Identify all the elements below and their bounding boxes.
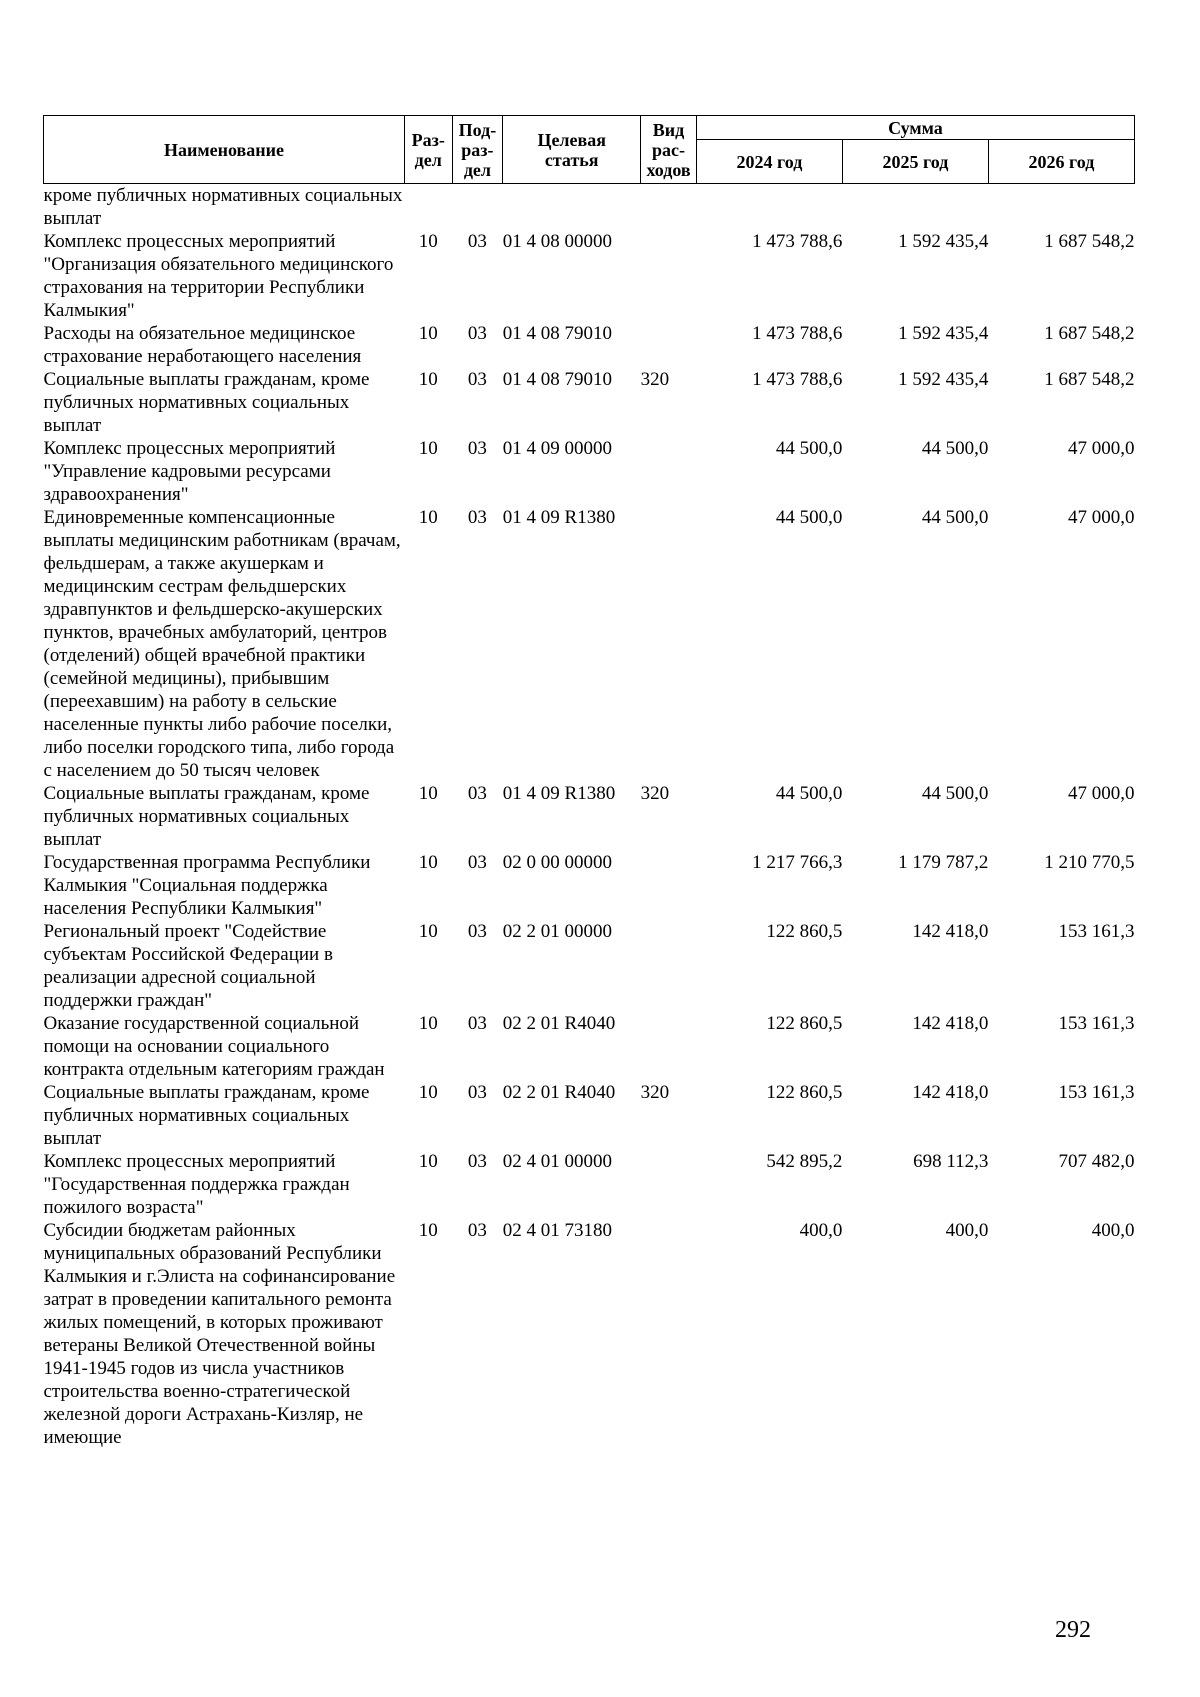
header-vid: Вид рас- ходов <box>641 116 697 184</box>
row-expense-type <box>641 1150 697 1219</box>
row-amount-2025: 142 418,0 <box>912 921 989 942</box>
row-amount-2026: 1 687 548,2 <box>1044 369 1135 390</box>
row-razdel: 10 <box>418 507 438 528</box>
table-row <box>44 1150 1135 1219</box>
table-row <box>44 368 1135 437</box>
row-podrazdel: 03 <box>467 1151 487 1172</box>
row-razdel: 10 <box>418 1082 438 1103</box>
row-name: Субсидии бюджетам районных муниципальных образований Республики Калмыкия и г.Элиста на софинансирование затрат в проведении капитального ремонта жилых помещений, в которых проживают ветераны Великой Отечественной войны 1941-1945 годов из числа участников строительства военно-стратегической железной дороги Астрахань-Кизляр, не имеющие <box>43 1220 396 1448</box>
row-name: кроме публичных нормативных социальных выплат <box>43 185 403 229</box>
row-amount-2026: 47 000,0 <box>1068 783 1135 804</box>
row-amount-2026: 707 482,0 <box>1058 1151 1135 1172</box>
row-razdel: 10 <box>418 783 438 804</box>
row-amount-2025: 1 179 787,2 <box>898 852 989 873</box>
row-target-code: 01 4 09 R1380 <box>502 783 616 804</box>
row-amount-2026: 153 161,3 <box>1058 1013 1135 1034</box>
row-amount-2026: 153 161,3 <box>1058 1082 1135 1103</box>
budget-table <box>43 115 1135 1449</box>
row-target-code: 02 2 01 R4040 <box>502 1082 616 1103</box>
row-podrazdel: 03 <box>467 231 487 252</box>
row-amount-2025: 142 418,0 <box>912 1013 989 1034</box>
row-target-code: 02 2 01 R4040 <box>502 1013 616 1034</box>
row-podrazdel: 03 <box>467 1013 487 1034</box>
row-razdel: 10 <box>418 1013 438 1034</box>
row-amount-2024: 122 860,5 <box>766 1013 843 1034</box>
row-razdel: 10 <box>418 438 438 459</box>
row-razdel: 10 <box>418 921 438 942</box>
header-target: Целевая статья <box>503 116 641 184</box>
row-expense-type: 320 <box>640 369 670 390</box>
row-expense-type: 320 <box>640 783 670 804</box>
table-row <box>44 184 1135 231</box>
header-name: Наименование <box>44 116 405 184</box>
row-amount-2024: 122 860,5 <box>766 921 843 942</box>
table-row <box>44 1081 1135 1150</box>
row-amount-2026: 1 687 548,2 <box>1044 231 1135 252</box>
row-target-code: 02 0 00 00000 <box>502 852 613 873</box>
table-row <box>44 782 1135 851</box>
row-razdel <box>404 184 452 231</box>
row-amount-2024: 1 473 788,6 <box>752 231 843 252</box>
row-amount-2024: 1 217 766,3 <box>752 852 843 873</box>
row-expense-type <box>641 230 697 322</box>
row-podrazdel: 03 <box>467 1082 487 1103</box>
table-row <box>44 920 1135 1012</box>
row-name: Комплекс процессных мероприятий "Управление кадровыми ресурсами здравоохранения" <box>43 438 336 505</box>
row-target-code: 02 4 01 00000 <box>502 1151 613 1172</box>
row-podrazdel: 03 <box>467 1220 487 1241</box>
row-name: Социальные выплаты гражданам, кроме публичных нормативных социальных выплат <box>43 783 370 850</box>
header-2025: 2025 год <box>842 140 988 184</box>
row-amount-2025: 44 500,0 <box>921 438 989 459</box>
header-razdel: Раз- дел <box>404 116 452 184</box>
row-amount-2025: 44 500,0 <box>921 507 989 528</box>
row-expense-type <box>641 322 697 368</box>
row-amount-2025: 1 592 435,4 <box>898 231 989 252</box>
row-amount-2026: 47 000,0 <box>1068 438 1135 459</box>
row-amount-2024: 1 473 788,6 <box>752 323 843 344</box>
row-expense-type <box>641 1012 697 1081</box>
row-amount-2025: 1 592 435,4 <box>898 369 989 390</box>
table-row <box>44 1012 1135 1081</box>
row-expense-type <box>641 437 697 506</box>
table-row <box>44 851 1135 920</box>
header-2026: 2026 год <box>988 140 1134 184</box>
row-amount-2026 <box>988 184 1134 231</box>
row-podrazdel: 03 <box>467 323 487 344</box>
row-expense-type <box>641 851 697 920</box>
row-amount-2025: 400,0 <box>945 1220 989 1241</box>
table-row <box>44 437 1135 506</box>
row-razdel: 10 <box>418 852 438 873</box>
row-podrazdel: 03 <box>467 369 487 390</box>
row-razdel: 10 <box>418 369 438 390</box>
table-row <box>44 1219 1135 1449</box>
row-amount-2024: 122 860,5 <box>766 1082 843 1103</box>
row-target-code: 01 4 09 R1380 <box>502 507 616 528</box>
row-razdel: 10 <box>418 1220 438 1241</box>
row-expense-type <box>641 920 697 1012</box>
row-name: Социальные выплаты гражданам, кроме публичных нормативных социальных выплат <box>43 369 370 436</box>
table-row <box>44 322 1135 368</box>
table-header <box>44 116 1135 184</box>
row-name: Комплекс процессных мероприятий "Организация обязательного медицинского страхования на территории Республики Калмыкия" <box>43 231 394 321</box>
row-razdel: 10 <box>418 1151 438 1172</box>
row-podrazdel: 03 <box>467 783 487 804</box>
row-podrazdel: 03 <box>467 921 487 942</box>
row-name: Социальные выплаты гражданам, кроме публичных нормативных социальных выплат <box>43 1082 370 1149</box>
row-amount-2026: 1 210 770,5 <box>1044 852 1135 873</box>
row-amount-2026: 47 000,0 <box>1068 507 1135 528</box>
row-target-code: 02 4 01 73180 <box>502 1220 613 1241</box>
row-name: Расходы на обязательное медицинское страхование неработающего населения <box>43 323 362 367</box>
row-amount-2026: 400,0 <box>1091 1220 1135 1241</box>
row-name: Государственная программа Республики Калмыкия "Социальная поддержка населения Республики Калмыкия" <box>43 852 371 919</box>
header-2024: 2024 год <box>696 140 842 184</box>
row-target-code: 01 4 09 00000 <box>502 438 613 459</box>
row-podrazdel: 03 <box>467 438 487 459</box>
row-expense-type: 320 <box>640 1082 670 1103</box>
row-name: Комплекс процессных мероприятий "Государственная поддержка граждан пожилого возраста" <box>43 1151 350 1218</box>
row-expense-type <box>641 506 697 782</box>
header-podrazdel: Под- раз- дел <box>452 116 503 184</box>
row-podrazdel: 03 <box>467 852 487 873</box>
row-amount-2025: 1 592 435,4 <box>898 323 989 344</box>
row-amount-2024: 44 500,0 <box>775 783 843 804</box>
table-body <box>44 184 1135 1450</box>
table-row <box>44 230 1135 322</box>
row-amount-2024: 400,0 <box>799 1220 843 1241</box>
row-amount-2024 <box>696 184 842 231</box>
row-target-code: 01 4 08 00000 <box>502 231 613 252</box>
row-expense-type <box>641 1219 697 1449</box>
row-amount-2024: 44 500,0 <box>775 507 843 528</box>
page-number: 292 <box>1055 1617 1091 1643</box>
row-target-code <box>503 184 641 231</box>
row-name: Региональный проект "Содействие субъектам Российской Федерации в реализации адресной социальной поддержки граждан" <box>43 921 333 1011</box>
row-amount-2024: 44 500,0 <box>775 438 843 459</box>
row-amount-2025: 44 500,0 <box>921 783 989 804</box>
row-target-code: 01 4 08 79010 <box>502 323 613 344</box>
row-amount-2026: 153 161,3 <box>1058 921 1135 942</box>
row-name: Оказание государственной социальной помощи на основании социального контракта отдельным категориям граждан <box>43 1013 385 1080</box>
row-amount-2024: 542 895,2 <box>766 1151 843 1172</box>
table-row <box>44 506 1135 782</box>
row-amount-2024: 1 473 788,6 <box>752 369 843 390</box>
row-razdel: 10 <box>418 323 438 344</box>
row-podrazdel <box>452 184 503 231</box>
row-amount-2025 <box>842 184 988 231</box>
row-target-code: 02 2 01 00000 <box>502 921 613 942</box>
row-amount-2025: 698 112,3 <box>913 1151 989 1172</box>
row-name: Единовременные компенсационные выплаты медицинским работникам (врачам, фельдшерам, а также акушеркам и медицинским сестрам фельдшерских здравпунктов и фельдшерско-акушерских пунктов, врачебных амбулаторий, центров (отделений) общей врачебной практики (семейной медицины), прибывшим (переехавшим) на работу в сельские населенные пункты либо рабочие поселки, либо поселки городского типа, либо города с населением до 50 тысяч человек <box>43 507 401 781</box>
header-summa: Сумма <box>696 116 1134 140</box>
row-target-code: 01 4 08 79010 <box>502 369 613 390</box>
row-razdel: 10 <box>418 231 438 252</box>
row-amount-2026: 1 687 548,2 <box>1044 323 1135 344</box>
row-amount-2025: 142 418,0 <box>912 1082 989 1103</box>
row-podrazdel: 03 <box>467 507 487 528</box>
row-expense-type <box>641 184 697 231</box>
